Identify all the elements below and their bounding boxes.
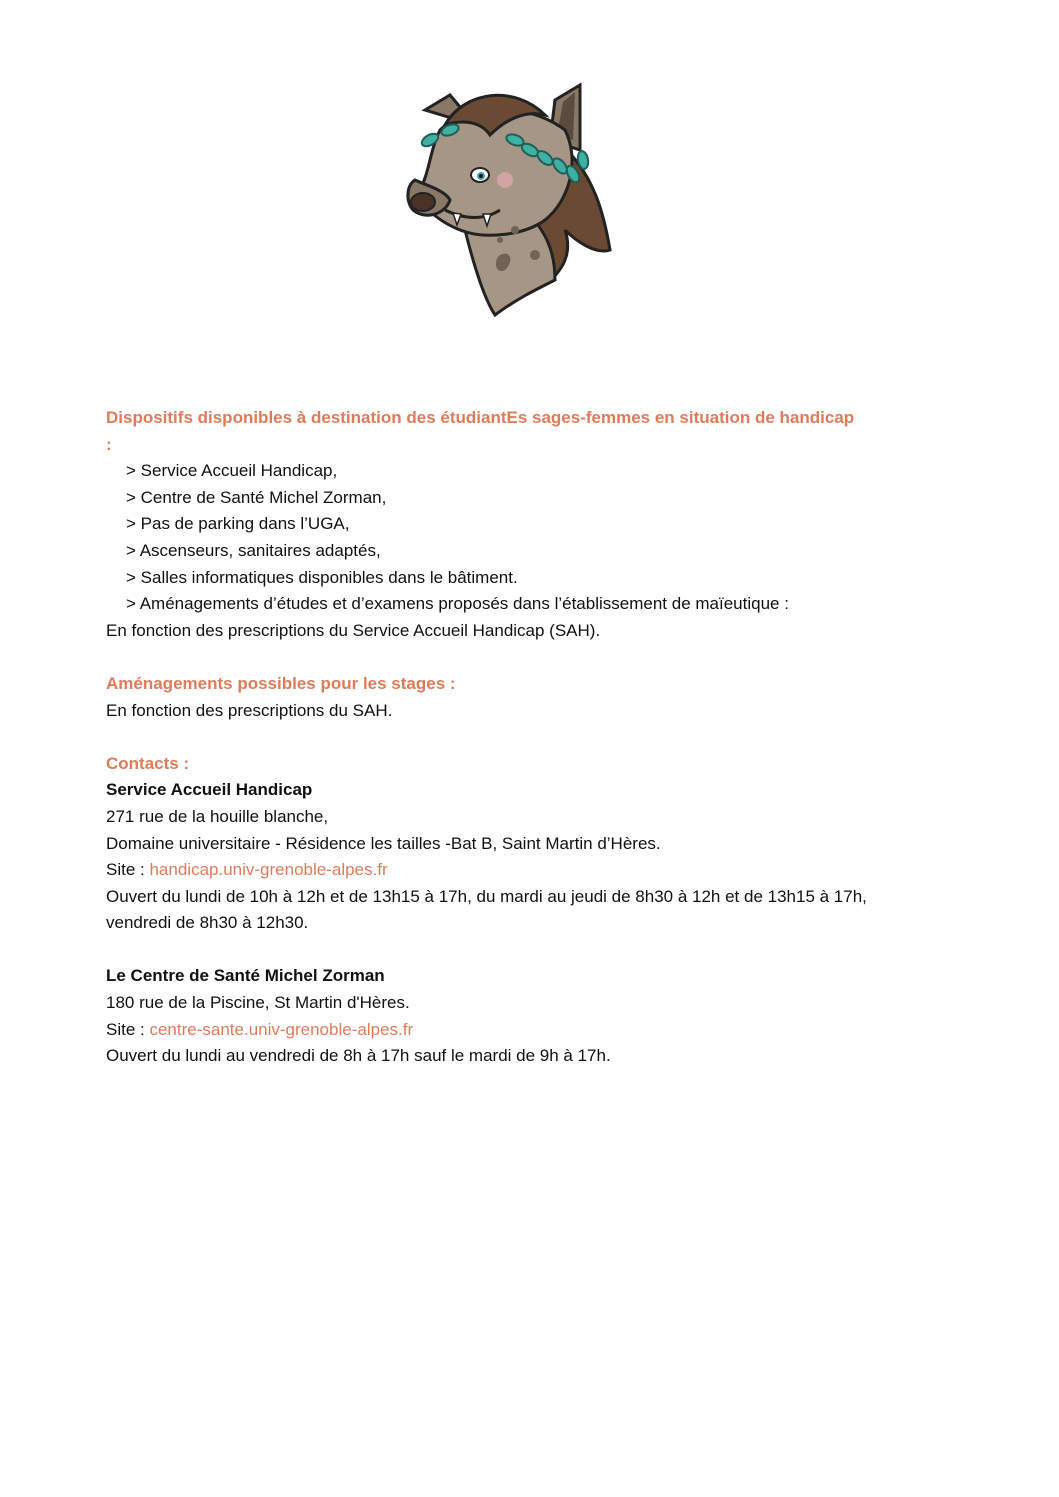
dispositifs-list xyxy=(106,458,956,618)
section-heading-colon: : xyxy=(106,434,112,454)
document-body xyxy=(106,405,956,1070)
site-link-csmz[interactable]: centre-sante.univ-grenoble-alpes.fr xyxy=(149,1019,414,1039)
list-item: > Aménagements d’études et d’examens proposés dans l’établissement de maïeutique : xyxy=(126,594,789,614)
list-item: > Pas de parking dans l’UGA, xyxy=(126,514,350,534)
section-heading-stages: Aménagements possibles pour les stages : xyxy=(106,673,456,693)
contact-address-line1: 271 rue de la houille blanche, xyxy=(106,806,329,826)
contact-name-sah: Service Accueil Handicap xyxy=(106,780,313,800)
list-item: > Service Accueil Handicap, xyxy=(126,461,338,481)
dispositifs-note: En fonction des prescriptions du Service Accueil Handicap (SAH). xyxy=(106,620,601,640)
site-label: Site : xyxy=(106,1019,150,1039)
site-label: Site : xyxy=(106,860,150,880)
hyena-mascot-icon xyxy=(405,80,625,320)
contact-address-line2: Domaine universitaire - Résidence les tailles -Bat B, Saint Martin d’Hères. xyxy=(106,833,661,853)
contact-address-csmz: 180 rue de la Piscine, St Martin d'Hères. xyxy=(106,993,410,1013)
section-heading-contacts: Contacts : xyxy=(106,753,190,773)
list-item: > Salles informatiques disponibles dans le bâtiment. xyxy=(126,567,518,587)
contact-hours-csmz: Ouvert du lundi au vendredi de 8h à 17h sauf le mardi de 9h à 17h. xyxy=(106,1046,611,1066)
section-heading-dispositifs: Dispositifs disponibles à destination des étudiantEs sages-femmes en situation de handicap xyxy=(106,408,855,427)
contact-hours-line2: vendredi de 8h30 à 12h30. xyxy=(106,913,309,933)
stages-text: En fonction des prescriptions du SAH. xyxy=(106,700,393,720)
contact-site-csmz xyxy=(106,1017,956,1044)
contact-name-csmz: Le Centre de Santé Michel Zorman xyxy=(106,966,385,986)
site-link-sah[interactable]: handicap.univ-grenoble-alpes.fr xyxy=(149,860,388,880)
list-item: > Centre de Santé Michel Zorman, xyxy=(126,487,387,507)
list-item: > Ascenseurs, sanitaires adaptés, xyxy=(126,540,381,560)
contact-hours-line1: Ouvert du lundi de 10h à 12h et de 13h15 à 17h, du mardi au jeudi de 8h30 à 12h et de 13h15 à 17h, xyxy=(106,886,867,906)
contact-site-sah xyxy=(106,857,956,884)
